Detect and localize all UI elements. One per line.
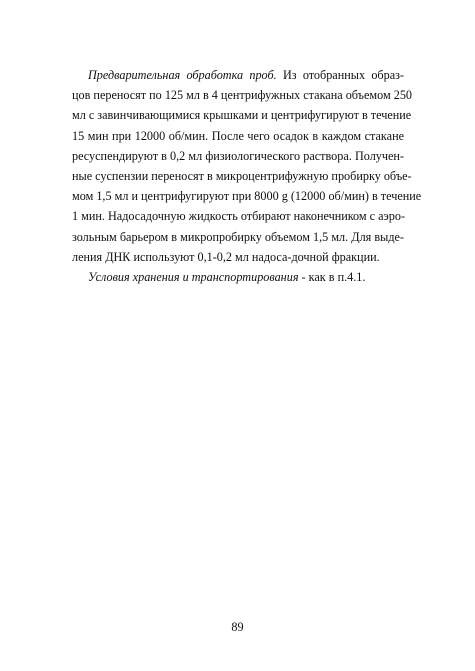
text-line: ресуспендируют в 0,2 мл физиологического раствора. Получен-: [72, 148, 404, 163]
text-line: мл с завинчивающимися крышками и центрифугируют в течение: [72, 108, 412, 123]
text-line: ления ДНК используют 0,1-0,2 мл надоса-дочной фракции.: [72, 249, 380, 264]
text-line: мом 1,5 мл и центрифугируют при 8000 g (12000 об/мин) в течение: [72, 189, 422, 204]
text-line: зольным барьером в микропробирку объемом 1,5 мл. Для выде-: [72, 229, 404, 244]
text-line: цов переносят по 125 мл в 4 центрифужных стакана объемом 250: [72, 88, 413, 103]
text-run: - как в п.4.1.: [298, 270, 366, 285]
text-run: Из отобранных образ-: [276, 68, 404, 82]
section-heading: Условия хранения и транспортирования: [88, 270, 299, 285]
text-line: [72, 65, 404, 85]
text-line: ные суспензии переносят в микроцентрифужную пробирку объе-: [72, 169, 412, 184]
text-line: 1 мин. Надосадочную жидкость отбирают наконечником с аэро-: [72, 209, 406, 224]
text-line: 15 мин при 12000 об/мин. После чего осадок в каждом стакане: [72, 128, 404, 143]
body-text: [72, 65, 422, 287]
page-number: 89: [231, 620, 244, 634]
section-heading: Предварительная обработка проб.: [88, 68, 277, 82]
text-line: [72, 267, 404, 287]
